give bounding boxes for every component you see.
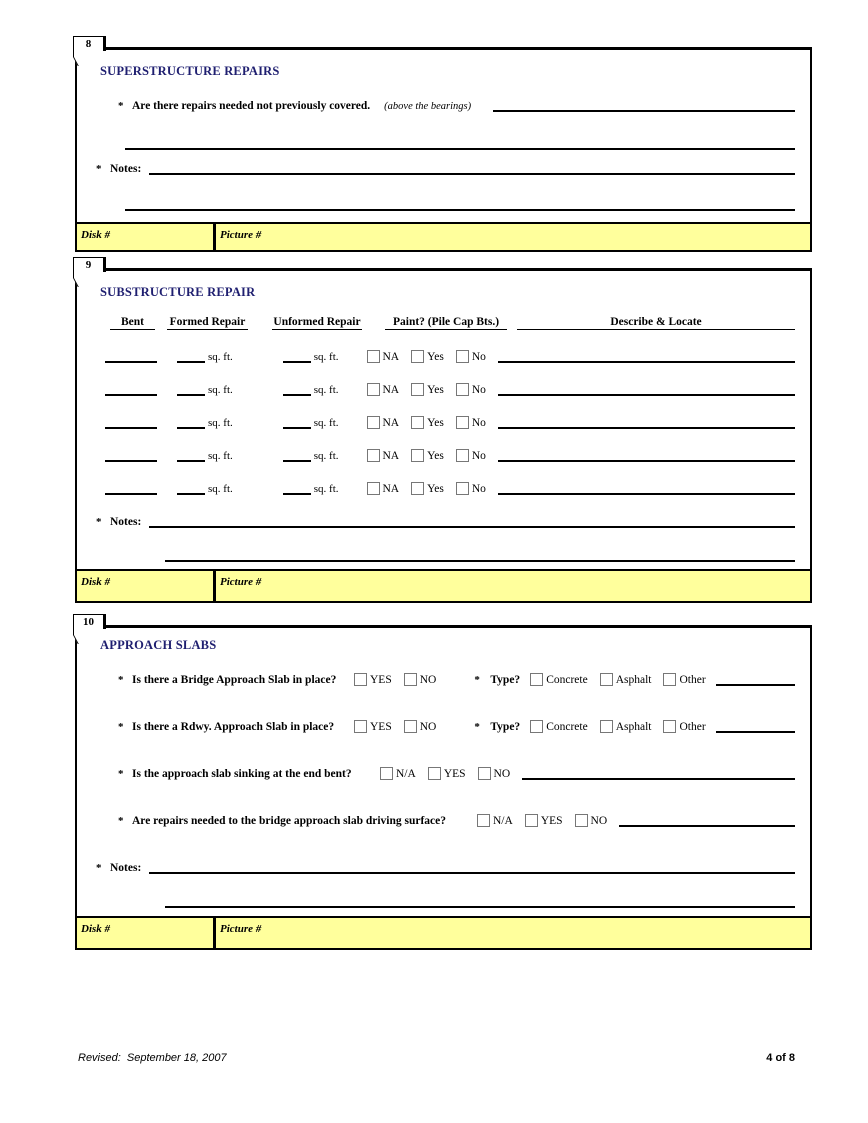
picture-label: Picture # bbox=[220, 923, 262, 935]
column-header-paint: Paint? (Pile Cap Bts.) bbox=[385, 316, 507, 330]
sqft-label: sq. ft. bbox=[208, 351, 233, 363]
section-title: APPROACH SLABS bbox=[100, 638, 217, 652]
column-header-formed-repair: Formed Repair bbox=[167, 316, 248, 330]
yes-option bbox=[411, 416, 444, 429]
asterisk-bullet: * bbox=[474, 674, 480, 686]
other-option bbox=[663, 673, 705, 686]
no-label: NO bbox=[419, 673, 437, 686]
notes-continuation-line[interactable] bbox=[165, 906, 795, 908]
bent-field[interactable] bbox=[105, 414, 157, 429]
asphalt-label: Asphalt bbox=[615, 720, 652, 733]
table-row bbox=[77, 381, 795, 396]
section-number: 9 bbox=[85, 259, 92, 271]
yes-label: Yes bbox=[427, 383, 444, 396]
asphalt-label: Asphalt bbox=[615, 673, 652, 686]
asterisk-bullet: * bbox=[118, 768, 124, 780]
asterisk-bullet: * bbox=[118, 674, 124, 686]
question-row bbox=[118, 97, 795, 112]
picture-number-cell[interactable] bbox=[216, 571, 810, 601]
no-option bbox=[478, 767, 511, 780]
sqft-label: sq. ft. bbox=[208, 483, 233, 495]
no-checkbox[interactable] bbox=[478, 767, 491, 780]
question-text: Is there a Rdwy. Approach Slab in place? bbox=[132, 721, 335, 733]
section-substructure-repair bbox=[75, 259, 812, 603]
no-label: No bbox=[471, 383, 486, 396]
na-label: NA bbox=[382, 383, 400, 396]
no-label: NO bbox=[493, 767, 511, 780]
table-header-row bbox=[77, 316, 795, 330]
na-option bbox=[367, 416, 400, 429]
type-label: Type? bbox=[490, 674, 521, 686]
section-title: SUBSTRUCTURE REPAIR bbox=[100, 285, 256, 299]
no-checkbox[interactable] bbox=[456, 383, 469, 396]
yes-checkbox[interactable] bbox=[525, 814, 538, 827]
asphalt-checkbox[interactable] bbox=[600, 720, 613, 733]
question-hint: (above the bearings) bbox=[384, 101, 472, 112]
answer-line[interactable] bbox=[522, 765, 795, 780]
disk-number-cell[interactable] bbox=[77, 224, 216, 250]
disk-label: Disk # bbox=[81, 229, 111, 241]
asterisk-bullet: * bbox=[96, 163, 102, 175]
table-row bbox=[77, 480, 795, 495]
na-label: NA bbox=[382, 482, 400, 495]
yes-label: YES bbox=[370, 720, 392, 733]
no-label: No bbox=[471, 449, 486, 462]
bent-field[interactable] bbox=[105, 447, 157, 462]
no-checkbox[interactable] bbox=[404, 673, 417, 686]
section-number-tab bbox=[73, 36, 103, 57]
other-checkbox[interactable] bbox=[663, 673, 676, 686]
asterisk-bullet: * bbox=[96, 516, 102, 528]
na-checkbox[interactable] bbox=[367, 383, 380, 396]
yes-checkbox[interactable] bbox=[411, 416, 424, 429]
notes-line[interactable] bbox=[149, 160, 795, 175]
yes-label: YES bbox=[443, 767, 466, 780]
describe-locate-field[interactable] bbox=[498, 381, 795, 396]
section-approach-slabs bbox=[75, 616, 812, 950]
yes-label: Yes bbox=[427, 482, 444, 495]
concrete-checkbox[interactable] bbox=[530, 673, 543, 686]
formed-repair-field[interactable] bbox=[177, 381, 205, 396]
sqft-label: sq. ft. bbox=[313, 417, 339, 429]
concrete-option bbox=[530, 673, 588, 686]
formed-repair-field[interactable] bbox=[177, 348, 205, 363]
picture-label: Picture # bbox=[220, 576, 262, 588]
na-label: NA bbox=[382, 449, 400, 462]
na-option bbox=[380, 767, 416, 780]
na-checkbox[interactable] bbox=[367, 449, 380, 462]
answer-continuation-line[interactable] bbox=[125, 148, 795, 150]
na-label: NA bbox=[382, 350, 400, 363]
table-row bbox=[77, 348, 795, 363]
unformed-repair-field[interactable] bbox=[283, 447, 311, 462]
table-row bbox=[77, 414, 795, 429]
section-number: 10 bbox=[83, 616, 94, 628]
formed-repair-field[interactable] bbox=[177, 480, 205, 495]
revision-date: Revised: September 18, 2007 bbox=[78, 1052, 227, 1064]
notes-line[interactable] bbox=[149, 859, 795, 874]
question-text: Are repairs needed to the bridge approach slab driving surface? bbox=[132, 815, 447, 827]
other-option bbox=[663, 720, 705, 733]
disk-label: Disk # bbox=[81, 576, 111, 588]
disk-label: Disk # bbox=[81, 923, 111, 935]
na-checkbox[interactable] bbox=[380, 767, 393, 780]
asphalt-checkbox[interactable] bbox=[600, 673, 613, 686]
other-label: Other bbox=[679, 720, 706, 733]
sqft-label: sq. ft. bbox=[208, 417, 233, 429]
sqft-label: sq. ft. bbox=[313, 450, 339, 462]
asterisk-bullet: * bbox=[118, 100, 124, 112]
question-text: Is the approach slab sinking at the end bent? bbox=[132, 768, 352, 780]
column-header-bent: Bent bbox=[110, 316, 155, 330]
section-title: SUPERSTRUCTURE REPAIRS bbox=[100, 64, 280, 78]
yes-option bbox=[411, 350, 444, 363]
yes-checkbox[interactable] bbox=[411, 449, 424, 462]
section-number-tab bbox=[73, 614, 103, 635]
no-checkbox[interactable] bbox=[456, 350, 469, 363]
concrete-label: Concrete bbox=[546, 673, 588, 686]
yes-label: YES bbox=[540, 814, 563, 827]
sqft-label: sq. ft. bbox=[313, 351, 339, 363]
yes-checkbox[interactable] bbox=[411, 383, 424, 396]
no-checkbox[interactable] bbox=[456, 449, 469, 462]
other-write-in-line[interactable] bbox=[716, 718, 795, 733]
na-checkbox[interactable] bbox=[367, 482, 380, 495]
photo-bar bbox=[77, 222, 810, 250]
answer-line[interactable] bbox=[493, 97, 795, 112]
na-checkbox[interactable] bbox=[367, 350, 380, 363]
asterisk-bullet: * bbox=[474, 721, 480, 733]
yes-label: Yes bbox=[427, 449, 444, 462]
yes-label: Yes bbox=[427, 350, 444, 363]
describe-locate-field[interactable] bbox=[498, 480, 795, 495]
no-label: NO bbox=[590, 814, 608, 827]
column-header-unformed-repair: Unformed Repair bbox=[273, 316, 361, 328]
bent-field[interactable] bbox=[105, 381, 157, 396]
page-number: 4 of 8 bbox=[766, 1052, 795, 1064]
yes-option bbox=[354, 673, 392, 686]
yes-checkbox[interactable] bbox=[411, 350, 424, 363]
asterisk-bullet: * bbox=[118, 815, 124, 827]
table-row bbox=[77, 447, 795, 462]
notes-line[interactable] bbox=[149, 513, 795, 528]
yes-checkbox[interactable] bbox=[354, 720, 367, 733]
yes-label: Yes bbox=[427, 416, 444, 429]
picture-label: Picture # bbox=[220, 229, 262, 241]
picture-number-cell[interactable] bbox=[216, 224, 810, 250]
notes-label: Notes: bbox=[110, 862, 142, 874]
yes-checkbox[interactable] bbox=[411, 482, 424, 495]
yes-checkbox[interactable] bbox=[428, 767, 441, 780]
other-write-in-line[interactable] bbox=[716, 671, 795, 686]
no-checkbox[interactable] bbox=[456, 482, 469, 495]
section-superstructure-repairs bbox=[75, 38, 812, 252]
no-option bbox=[456, 350, 486, 363]
sqft-label: sq. ft. bbox=[313, 384, 339, 396]
notes-label: Notes: bbox=[110, 163, 142, 175]
no-option bbox=[404, 720, 437, 733]
na-checkbox[interactable] bbox=[477, 814, 490, 827]
disk-number-cell[interactable] bbox=[77, 571, 216, 601]
describe-locate-field[interactable] bbox=[498, 447, 795, 462]
asphalt-option bbox=[600, 720, 652, 733]
formed-repair-field[interactable] bbox=[177, 447, 205, 462]
notes-row bbox=[96, 513, 795, 528]
no-label: NO bbox=[419, 720, 437, 733]
formed-repair-field[interactable] bbox=[177, 414, 205, 429]
question-row-rdwy-approach-slab bbox=[118, 718, 795, 733]
no-option bbox=[456, 383, 486, 396]
na-label: N/A bbox=[396, 767, 416, 780]
section-number: 8 bbox=[85, 38, 92, 50]
na-checkbox[interactable] bbox=[367, 416, 380, 429]
other-checkbox[interactable] bbox=[663, 720, 676, 733]
bent-field[interactable] bbox=[105, 348, 157, 363]
notes-label: Notes: bbox=[110, 516, 142, 528]
question-row-bridge-approach-slab bbox=[118, 671, 795, 686]
disk-number-cell[interactable] bbox=[77, 918, 216, 948]
photo-bar bbox=[77, 569, 810, 601]
sqft-label: sq. ft. bbox=[313, 483, 339, 495]
na-option bbox=[367, 449, 400, 462]
no-option bbox=[575, 814, 608, 827]
question-row-slab-sinking bbox=[118, 765, 795, 780]
unformed-repair-field[interactable] bbox=[283, 348, 311, 363]
no-label: No bbox=[471, 482, 486, 495]
question-row-repairs-driving-surface bbox=[118, 812, 795, 827]
yes-option bbox=[428, 767, 466, 780]
no-option bbox=[456, 449, 486, 462]
yes-option bbox=[411, 449, 444, 462]
sqft-label: sq. ft. bbox=[208, 450, 233, 462]
na-option bbox=[477, 814, 513, 827]
question-text: Are there repairs needed not previously covered. bbox=[132, 100, 371, 112]
na-option bbox=[367, 383, 400, 396]
no-option bbox=[456, 482, 486, 495]
picture-number-cell[interactable] bbox=[216, 918, 810, 948]
answer-line[interactable] bbox=[619, 812, 795, 827]
no-checkbox[interactable] bbox=[575, 814, 588, 827]
describe-locate-field[interactable] bbox=[498, 348, 795, 363]
yes-checkbox[interactable] bbox=[354, 673, 367, 686]
notes-continuation-line[interactable] bbox=[165, 560, 795, 562]
yes-option bbox=[411, 383, 444, 396]
concrete-label: Concrete bbox=[546, 720, 588, 733]
no-option bbox=[404, 673, 437, 686]
na-option bbox=[367, 482, 400, 495]
column-header-describe-locate: Describe & Locate bbox=[517, 316, 795, 330]
bent-field[interactable] bbox=[105, 480, 157, 495]
no-checkbox[interactable] bbox=[456, 416, 469, 429]
no-checkbox[interactable] bbox=[404, 720, 417, 733]
unformed-repair-field[interactable] bbox=[283, 414, 311, 429]
type-label: Type? bbox=[490, 721, 521, 733]
notes-row bbox=[96, 859, 795, 874]
asterisk-bullet: * bbox=[96, 862, 102, 874]
yes-label: YES bbox=[370, 673, 392, 686]
question-text: Is there a Bridge Approach Slab in place? bbox=[132, 674, 337, 686]
section-number-tab bbox=[73, 257, 103, 278]
notes-continuation-line[interactable] bbox=[125, 209, 795, 211]
na-label: N/A bbox=[493, 814, 513, 827]
notes-row bbox=[96, 160, 795, 175]
yes-option bbox=[525, 814, 563, 827]
other-label: Other bbox=[679, 673, 706, 686]
na-label: NA bbox=[382, 416, 400, 429]
no-label: No bbox=[471, 350, 486, 363]
yes-option bbox=[354, 720, 392, 733]
unformed-repair-field[interactable] bbox=[283, 381, 311, 396]
na-option bbox=[367, 350, 400, 363]
concrete-option bbox=[530, 720, 588, 733]
no-label: No bbox=[471, 416, 486, 429]
asterisk-bullet: * bbox=[118, 721, 124, 733]
no-option bbox=[456, 416, 486, 429]
photo-bar bbox=[77, 916, 810, 948]
describe-locate-field[interactable] bbox=[498, 414, 795, 429]
yes-option bbox=[411, 482, 444, 495]
concrete-checkbox[interactable] bbox=[530, 720, 543, 733]
sqft-label: sq. ft. bbox=[208, 384, 233, 396]
unformed-repair-field[interactable] bbox=[283, 480, 311, 495]
asphalt-option bbox=[600, 673, 652, 686]
